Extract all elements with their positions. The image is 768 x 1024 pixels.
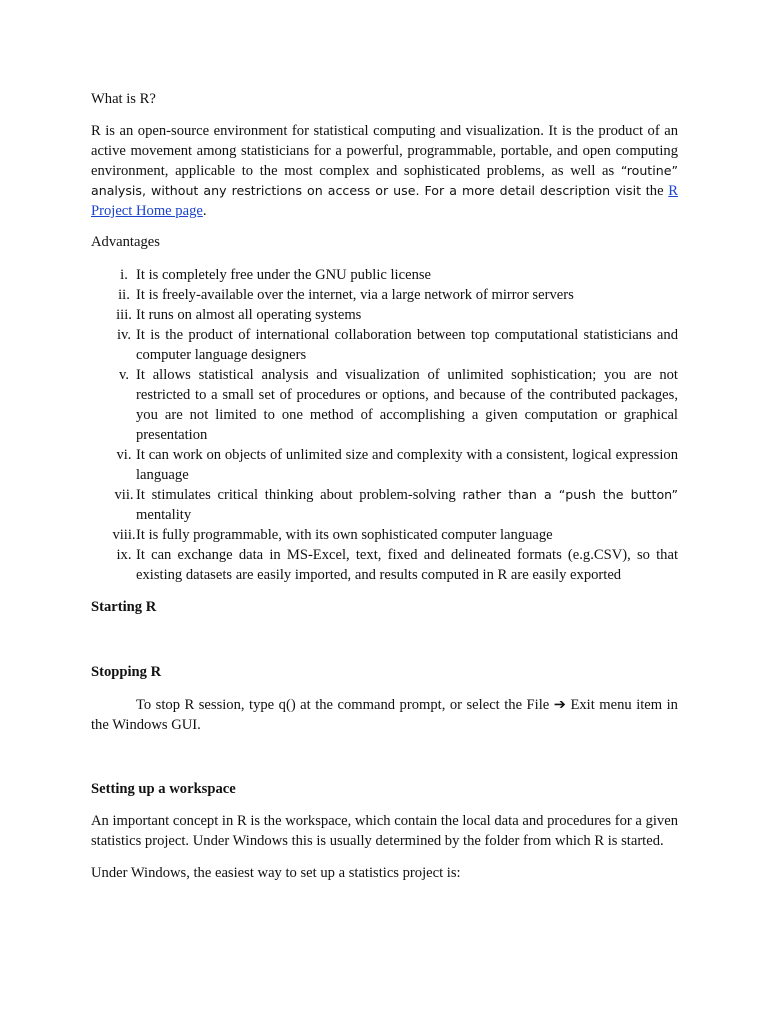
list-item [91,365,678,445]
advantages-title: Advantages [91,234,160,250]
starting-r-heading: Starting R [91,599,157,615]
list-item [91,265,678,285]
list-text [136,485,678,525]
list-number: i. [120,267,128,283]
list-text: It allows statistical analysis and visualization of unlimited sophistication; you are not restricted to a small set of procedures or options, and because of the contributed packages, you are not limited to one method of accomplishing a given computation or graphical presentation [136,367,678,443]
workspace-heading: Setting up a workspace [91,781,236,797]
list-item [91,485,678,525]
list-item [91,545,678,585]
list-text: It is the product of international collaboration between top computational statisticians and computer language designers [136,327,678,363]
intro-text-3: the [641,183,669,199]
list-text: It is fully programmable, with its own sophisticated computer language [136,527,553,543]
list-number: vii. [114,487,134,503]
list-number: iii. [116,307,132,323]
stopping-text-1: To stop R session, type q() at the command prompt, or select the File [136,697,554,713]
list-number: v. [119,367,129,383]
list-text: It can work on objects of unlimited size and complexity with a consistent, logical expression language [136,447,678,483]
list-text-part: rather than a “push the button” [462,487,678,502]
document-page [91,89,678,883]
list-text: It runs on almost all operating systems [136,307,362,323]
stopping-text-2: Exit menu item in the Windows GUI. [91,697,678,733]
arrow-icon: ➔ [553,697,566,713]
list-number: ii. [118,287,130,303]
stopping-paragraph [91,695,678,735]
list-text: It is completely free under the GNU public license [136,267,432,283]
list-text: It is freely-available over the internet, via a large network of mirror servers [136,287,574,303]
stopping-r-heading: Stopping R [91,664,162,680]
list-number: iv. [116,327,132,343]
list-text-part: mentality [136,507,192,523]
r-project-home-link[interactable]: R Project Home page [91,183,678,219]
list-text-part: It stimulates critical thinking about problem-solving [136,487,463,503]
question-title: What is R? [91,91,156,107]
list-item [91,525,678,545]
list-number: vi. [116,447,132,463]
list-text: It can exchange data in MS-Excel, text, fixed and delineated formats (e.g.CSV), so that existing datasets are easily imported, and results computed in R are easily exported [136,547,678,583]
list-number: viii. [112,527,136,543]
list-item [91,325,678,365]
intro-text-1: R is an open-source environment for statistical computing and visualization. It is the product of an active movement among statisticians for a powerful, programmable, portable, and open computing environment, applicable to the most complex and sophisticated problems, as well as [91,123,678,179]
advantages-list [91,265,678,585]
intro-paragraph [91,121,678,221]
list-number: ix. [116,547,132,563]
workspace-paragraph: An important concept in R is the workspace, which contain the local data and procedures for a given statistics project. Under Windows this is usually determined by the folder from which R is started. [91,813,678,849]
windows-paragraph: Under Windows, the easiest way to set up a statistics project is: [91,865,461,881]
list-item [91,305,678,325]
list-item [91,285,678,305]
list-item [91,445,678,485]
intro-text-2: “routine” analysis, without any restrictions on access or use. For a more detail description visit [91,163,678,198]
intro-text-4: . [202,203,207,219]
